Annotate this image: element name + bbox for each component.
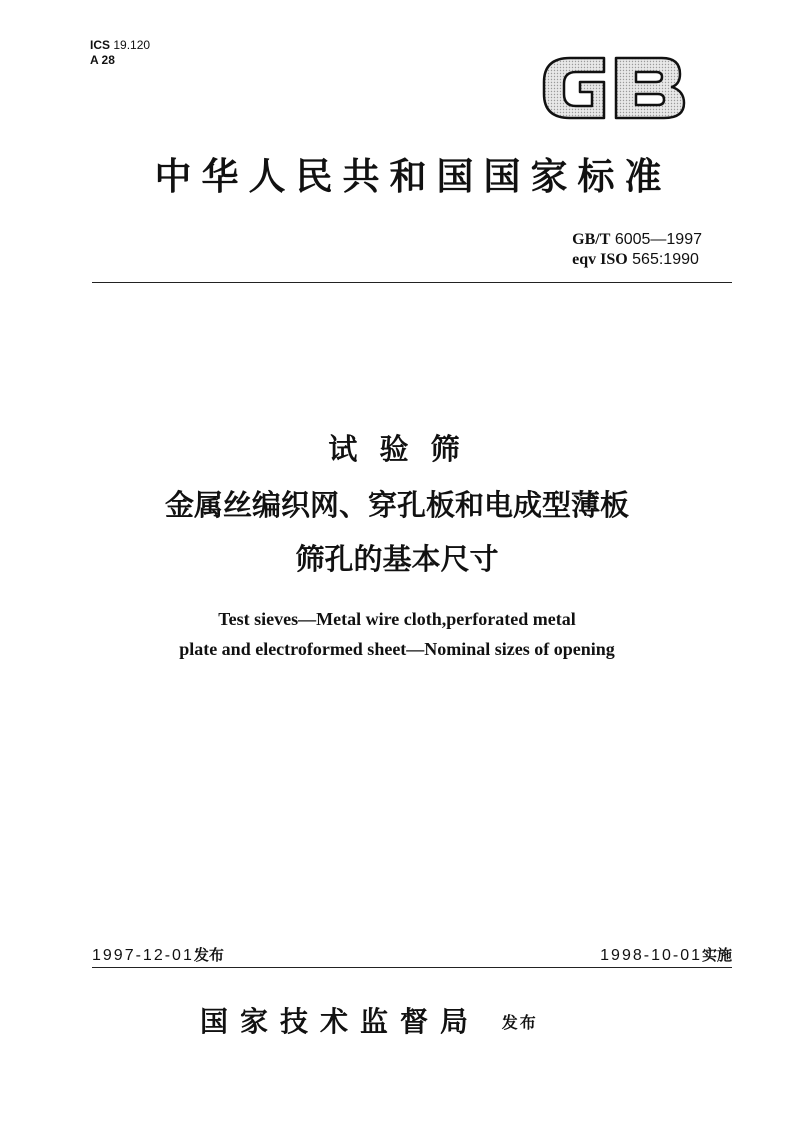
standard-type-title: 中华人民共和国国家标准 — [154, 154, 672, 198]
issue-date-block — [92, 944, 224, 965]
gb-logo-icon — [538, 48, 688, 128]
effective-date: 1998-10-01 — [600, 947, 702, 964]
title-cn-line1: 试 验 筛 — [328, 432, 466, 466]
footer-divider — [92, 967, 732, 968]
standard-number-row — [572, 230, 702, 250]
header-divider — [92, 282, 732, 283]
equivalent-prefix: eqv ISO — [572, 251, 628, 268]
issue-label: 发布 — [193, 946, 224, 964]
standard-number-block — [572, 230, 702, 270]
standard-number-prefix: GB/T — [572, 231, 611, 248]
title-en-line1: Test sieves—Metal wire cloth,perforated metal — [218, 609, 576, 629]
equivalent-number: 565:1990 — [632, 251, 699, 268]
ccs-code: A 28 — [90, 53, 115, 67]
standard-number: 6005—1997 — [614, 231, 702, 248]
classification-codes — [90, 38, 150, 68]
date-row — [92, 944, 732, 966]
ics-code: 19.120 — [113, 38, 151, 52]
title-cn-line2: 金属丝编织网、穿孔板和电成型薄板 — [164, 488, 629, 522]
issue-date: 1997-12-01 — [92, 947, 194, 964]
ics-row — [90, 38, 150, 53]
publisher-line — [200, 1004, 620, 1041]
publisher-name: 国家技术监督局 — [200, 1005, 481, 1038]
title-en-line2: plate and electroformed sheet—Nominal sizes of opening — [179, 639, 615, 659]
ics-label: ICS — [90, 38, 111, 52]
equivalent-standard-row — [572, 250, 702, 270]
title-cn-line3: 筛孔的基本尺寸 — [295, 542, 499, 576]
effective-date-block — [600, 944, 732, 965]
publisher-action: 发布 — [501, 1013, 538, 1032]
effective-label: 实施 — [701, 946, 732, 964]
title-en — [60, 604, 734, 664]
